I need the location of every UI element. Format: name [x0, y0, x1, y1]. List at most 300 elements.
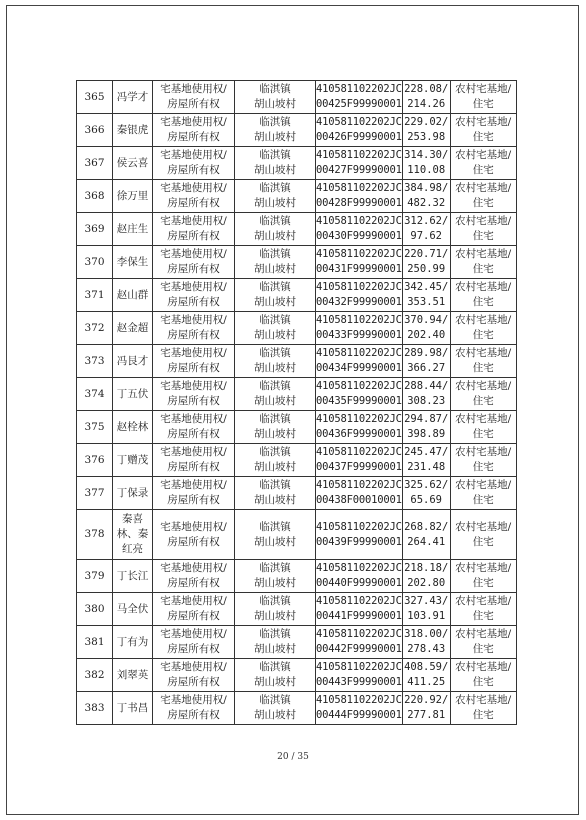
area-line: 353.51 [407, 296, 446, 308]
record-number-cell: 374 [77, 378, 113, 411]
right-type-cell [153, 626, 235, 659]
area-cell [402, 180, 450, 213]
land-use-line: 住宅 [472, 494, 494, 506]
land-use-line: 住宅 [472, 263, 494, 275]
unit-code-line: 410581102202JC [316, 281, 402, 293]
land-use-line: 住宅 [472, 428, 494, 440]
right-type-cell [153, 444, 235, 477]
location-cell [235, 114, 316, 147]
location-line: 临淇镇 [259, 628, 291, 640]
table-row [77, 213, 517, 246]
area-cell [402, 279, 450, 312]
area-line: 264.41 [407, 535, 446, 548]
unit-code-line: 00438F00010001 [316, 494, 402, 506]
area-line: 103.91 [407, 610, 446, 622]
record-number-cell: 377 [77, 477, 113, 510]
right-type-line: 宅基地使用权/ [160, 562, 227, 574]
location-cell [235, 81, 316, 114]
land-use-line: 农村宅基地/ [455, 314, 512, 326]
location-cell [235, 626, 316, 659]
land-use-cell [450, 659, 516, 692]
area-cell [402, 345, 450, 378]
location-line: 临淇镇 [259, 281, 291, 293]
unit-code-line: 00432F99990001 [316, 296, 402, 308]
land-use-line: 农村宅基地/ [455, 380, 512, 392]
area-cell [402, 411, 450, 444]
land-use-line: 农村宅基地/ [455, 215, 512, 227]
holder-name-cell [113, 213, 153, 246]
land-use-cell [450, 213, 516, 246]
land-use-line: 农村宅基地/ [455, 347, 512, 359]
right-type-line: 房屋所有权 [167, 197, 220, 209]
land-use-line: 农村宅基地/ [455, 562, 512, 574]
land-use-line: 住宅 [472, 329, 494, 341]
right-type-cell [153, 411, 235, 444]
holder-name-cell [113, 411, 153, 444]
unit-code-cell [316, 114, 403, 147]
area-line: 268.82/ [404, 520, 449, 533]
holder-name-cell [113, 692, 153, 725]
land-use-cell [450, 279, 516, 312]
table-row [77, 593, 517, 626]
area-line: 325.62/ [404, 479, 449, 491]
location-line: 胡山坡村 [254, 230, 296, 242]
area-line: 370.94/ [404, 314, 449, 326]
right-type-line: 房屋所有权 [167, 329, 220, 341]
record-number-cell: 371 [77, 279, 113, 312]
land-use-line: 住宅 [472, 164, 494, 176]
unit-code-line: 00434F99990001 [316, 362, 402, 374]
unit-code-line: 410581102202JC [316, 694, 402, 706]
area-line: 314.30/ [404, 149, 449, 161]
land-use-cell [450, 593, 516, 626]
table-row [77, 279, 517, 312]
table-row [77, 246, 517, 279]
registry-table [76, 80, 517, 725]
unit-code-line: 410581102202JC [316, 347, 402, 359]
holder-name-line: 马全伏 [116, 602, 149, 615]
record-number-cell: 369 [77, 213, 113, 246]
unit-code-line: 410581102202JC [316, 83, 402, 95]
record-number-cell: 366 [77, 114, 113, 147]
land-use-line: 住宅 [472, 296, 494, 308]
area-line: 312.62/ [404, 215, 449, 227]
right-type-line: 房屋所有权 [167, 428, 220, 440]
location-line: 临淇镇 [259, 347, 291, 359]
right-type-line: 宅基地使用权/ [160, 380, 227, 392]
unit-code-line: 00440F99990001 [316, 577, 402, 589]
table-row [77, 378, 517, 411]
land-use-cell [450, 692, 516, 725]
location-cell [235, 560, 316, 593]
area-line: 366.27 [407, 362, 446, 374]
unit-code-cell [316, 659, 403, 692]
holder-name-line: 丁赠茂 [116, 453, 149, 466]
area-line: 482.32 [407, 197, 446, 209]
unit-code-line: 410581102202JC [316, 661, 402, 673]
unit-code-line: 410581102202JC [316, 380, 402, 392]
table-row [77, 114, 517, 147]
right-type-line: 房屋所有权 [167, 131, 220, 143]
unit-code-line: 410581102202JC [316, 182, 402, 194]
table-row [77, 411, 517, 444]
land-use-cell [450, 510, 516, 560]
area-line: 411.25 [407, 676, 446, 688]
land-use-cell [450, 147, 516, 180]
land-use-line: 住宅 [472, 709, 494, 721]
holder-name-line: 丁保录 [116, 486, 149, 499]
land-use-line: 农村宅基地/ [455, 520, 512, 533]
unit-code-cell [316, 279, 403, 312]
area-cell [402, 593, 450, 626]
unit-code-cell [316, 81, 403, 114]
location-line: 临淇镇 [259, 116, 291, 128]
location-line: 胡山坡村 [254, 428, 296, 440]
holder-name-cell [113, 81, 153, 114]
holder-name-line: 侯云喜 [116, 156, 149, 169]
area-cell [402, 378, 450, 411]
right-type-cell [153, 345, 235, 378]
holder-name-cell [113, 560, 153, 593]
location-line: 胡山坡村 [254, 197, 296, 209]
location-cell [235, 510, 316, 560]
area-line: 342.45/ [404, 281, 449, 293]
holder-name-line: 徐万里 [116, 189, 149, 202]
area-cell [402, 312, 450, 345]
record-number-cell: 365 [77, 81, 113, 114]
unit-code-line: 00431F99990001 [316, 263, 402, 275]
land-use-cell [450, 444, 516, 477]
location-line: 临淇镇 [259, 314, 291, 326]
area-cell [402, 692, 450, 725]
right-type-line: 宅基地使用权/ [160, 281, 227, 293]
holder-name-cell [113, 279, 153, 312]
holder-name-line: 赵栓林 [116, 420, 149, 433]
location-line: 胡山坡村 [254, 98, 296, 110]
location-cell [235, 279, 316, 312]
area-line: 231.48 [407, 461, 446, 473]
holder-name-cell [113, 180, 153, 213]
location-line: 胡山坡村 [254, 164, 296, 176]
land-use-cell [450, 411, 516, 444]
area-line: 202.80 [407, 577, 446, 589]
table-row [77, 626, 517, 659]
page-number: 20 / 35 [277, 752, 309, 762]
holder-name-line: 赵山群 [116, 288, 149, 301]
area-line: 384.98/ [404, 182, 449, 194]
unit-code-cell [316, 692, 403, 725]
right-type-cell [153, 246, 235, 279]
location-cell [235, 477, 316, 510]
location-line: 临淇镇 [259, 694, 291, 706]
location-line: 胡山坡村 [254, 577, 296, 589]
unit-code-cell [316, 246, 403, 279]
right-type-cell [153, 147, 235, 180]
unit-code-line: 00444F99990001 [316, 709, 402, 721]
land-use-cell [450, 312, 516, 345]
right-type-cell [153, 312, 235, 345]
land-use-cell [450, 378, 516, 411]
area-cell [402, 477, 450, 510]
location-line: 胡山坡村 [254, 610, 296, 622]
land-use-line: 住宅 [472, 535, 494, 548]
holder-name-line: 丁有为 [116, 635, 149, 648]
unit-code-line: 00427F99990001 [316, 164, 402, 176]
location-line: 胡山坡村 [254, 676, 296, 688]
holder-name-line: 冯艮才 [116, 354, 149, 367]
right-type-cell [153, 593, 235, 626]
land-use-line: 农村宅基地/ [455, 595, 512, 607]
unit-code-line: 410581102202JC [316, 116, 402, 128]
location-line: 胡山坡村 [254, 643, 296, 655]
land-use-line: 住宅 [472, 197, 494, 209]
area-line: 228.08/ [404, 83, 449, 95]
location-line: 临淇镇 [259, 380, 291, 392]
right-type-cell [153, 378, 235, 411]
location-line: 临淇镇 [259, 248, 291, 260]
unit-code-cell [316, 411, 403, 444]
holder-name-cell [113, 114, 153, 147]
record-number-cell: 380 [77, 593, 113, 626]
unit-code-line: 00443F99990001 [316, 676, 402, 688]
right-type-line: 房屋所有权 [167, 164, 220, 176]
right-type-cell [153, 81, 235, 114]
location-line: 临淇镇 [259, 413, 291, 425]
location-cell [235, 312, 316, 345]
holder-name-cell [113, 246, 153, 279]
right-type-cell [153, 477, 235, 510]
area-line: 250.99 [407, 263, 446, 275]
right-type-line: 宅基地使用权/ [160, 595, 227, 607]
right-type-cell [153, 560, 235, 593]
table-row [77, 345, 517, 378]
right-type-line: 房屋所有权 [167, 709, 220, 721]
unit-code-cell [316, 180, 403, 213]
unit-code-line: 410581102202JC [316, 520, 402, 533]
land-use-line: 农村宅基地/ [455, 413, 512, 425]
land-use-line: 住宅 [472, 131, 494, 143]
unit-code-line: 410581102202JC [316, 215, 402, 227]
registry-table-body [77, 81, 517, 725]
area-line: 220.92/ [404, 694, 449, 706]
right-type-line: 宅基地使用权/ [160, 314, 227, 326]
land-use-line: 农村宅基地/ [455, 628, 512, 640]
land-use-line: 住宅 [472, 610, 494, 622]
area-cell [402, 147, 450, 180]
record-number-cell: 372 [77, 312, 113, 345]
table-row [77, 444, 517, 477]
area-line: 398.89 [407, 428, 446, 440]
unit-code-line: 00436F99990001 [316, 428, 402, 440]
unit-code-line: 00437F99990001 [316, 461, 402, 473]
right-type-line: 房屋所有权 [167, 643, 220, 655]
location-line: 胡山坡村 [254, 131, 296, 143]
area-cell [402, 444, 450, 477]
unit-code-line: 00426F99990001 [316, 131, 402, 143]
right-type-line: 房屋所有权 [167, 494, 220, 506]
right-type-cell [153, 279, 235, 312]
area-cell [402, 626, 450, 659]
right-type-line: 房屋所有权 [167, 230, 220, 242]
land-use-cell [450, 626, 516, 659]
area-line: 65.69 [410, 494, 442, 506]
area-cell [402, 510, 450, 560]
table-row [77, 477, 517, 510]
area-line: 214.26 [407, 98, 446, 110]
location-line: 临淇镇 [259, 446, 291, 458]
unit-code-line: 00441F99990001 [316, 610, 402, 622]
table-row [77, 81, 517, 114]
location-line: 临淇镇 [259, 661, 291, 673]
area-line: 202.40 [407, 329, 446, 341]
area-cell [402, 560, 450, 593]
right-type-line: 宅基地使用权/ [160, 446, 227, 458]
location-line: 临淇镇 [259, 83, 291, 95]
unit-code-cell [316, 147, 403, 180]
location-line: 胡山坡村 [254, 395, 296, 407]
holder-name-line: 丁书昌 [116, 701, 149, 714]
land-use-cell [450, 560, 516, 593]
location-cell [235, 345, 316, 378]
location-cell [235, 593, 316, 626]
record-number-cell: 373 [77, 345, 113, 378]
right-type-line: 房屋所有权 [167, 263, 220, 275]
holder-name-line: 冯学才 [116, 90, 149, 103]
unit-code-line: 410581102202JC [316, 149, 402, 161]
right-type-line: 房屋所有权 [167, 577, 220, 589]
unit-code-cell [316, 510, 403, 560]
location-line: 胡山坡村 [254, 296, 296, 308]
holder-name-line: 赵金超 [116, 321, 149, 334]
land-use-line: 农村宅基地/ [455, 446, 512, 458]
area-line: 245.47/ [404, 446, 449, 458]
area-line: 288.44/ [404, 380, 449, 392]
holder-name-cell [113, 378, 153, 411]
unit-code-line: 410581102202JC [316, 248, 402, 260]
record-number-cell: 378 [77, 510, 113, 560]
holder-name-cell [113, 659, 153, 692]
unit-code-line: 00430F99990001 [316, 230, 402, 242]
location-line: 胡山坡村 [254, 709, 296, 721]
land-use-line: 住宅 [472, 643, 494, 655]
land-use-cell [450, 81, 516, 114]
holder-name-cell [113, 626, 153, 659]
location-line: 临淇镇 [259, 520, 291, 533]
location-cell [235, 246, 316, 279]
unit-code-line: 00428F99990001 [316, 197, 402, 209]
holder-name-line: 秦喜 [122, 513, 143, 525]
area-line: 289.98/ [404, 347, 449, 359]
right-type-line: 房屋所有权 [167, 610, 220, 622]
right-type-line: 宅基地使用权/ [160, 661, 227, 673]
area-cell [402, 114, 450, 147]
right-type-cell [153, 692, 235, 725]
location-cell [235, 213, 316, 246]
right-type-line: 宅基地使用权/ [160, 479, 227, 491]
record-number-cell: 379 [77, 560, 113, 593]
record-number-cell: 368 [77, 180, 113, 213]
location-line: 临淇镇 [259, 562, 291, 574]
right-type-line: 宅基地使用权/ [160, 347, 227, 359]
record-number-cell: 376 [77, 444, 113, 477]
land-use-line: 农村宅基地/ [455, 281, 512, 293]
location-line: 胡山坡村 [254, 494, 296, 506]
holder-name-line: 丁长江 [116, 569, 149, 582]
unit-code-line: 410581102202JC [316, 595, 402, 607]
right-type-cell [153, 510, 235, 560]
holder-name-cell [113, 147, 153, 180]
location-cell [235, 411, 316, 444]
area-line: 253.98 [407, 131, 446, 143]
area-line: 408.59/ [404, 661, 449, 673]
location-line: 临淇镇 [259, 595, 291, 607]
land-use-line: 农村宅基地/ [455, 116, 512, 128]
holder-name-line: 秦银虎 [116, 123, 149, 136]
area-line: 220.71/ [404, 248, 449, 260]
holder-name-cell [113, 345, 153, 378]
unit-code-cell [316, 593, 403, 626]
holder-name-cell [113, 593, 153, 626]
right-type-line: 宅基地使用权/ [160, 413, 227, 425]
location-line: 临淇镇 [259, 215, 291, 227]
area-line: 110.08 [407, 164, 446, 176]
unit-code-line: 00442F99990001 [316, 643, 402, 655]
location-line: 临淇镇 [259, 149, 291, 161]
location-line: 胡山坡村 [254, 535, 296, 548]
unit-code-line: 410581102202JC [316, 628, 402, 640]
area-line: 327.43/ [404, 595, 449, 607]
land-use-line: 农村宅基地/ [455, 248, 512, 260]
right-type-cell [153, 180, 235, 213]
location-line: 临淇镇 [259, 182, 291, 194]
table-row [77, 312, 517, 345]
area-cell [402, 213, 450, 246]
location-cell [235, 692, 316, 725]
holder-name-line: 丁五伏 [116, 387, 149, 400]
right-type-line: 房屋所有权 [167, 98, 220, 110]
table-row [77, 180, 517, 213]
holder-name-line: 李保生 [116, 255, 149, 268]
land-use-line: 住宅 [472, 577, 494, 589]
unit-code-line: 00435F99990001 [316, 395, 402, 407]
record-number-cell: 382 [77, 659, 113, 692]
location-cell [235, 180, 316, 213]
table-row [77, 560, 517, 593]
right-type-line: 房屋所有权 [167, 676, 220, 688]
right-type-line: 房屋所有权 [167, 395, 220, 407]
land-use-line: 住宅 [472, 676, 494, 688]
land-use-line: 农村宅基地/ [455, 83, 512, 95]
holder-name-line: 林、秦 [116, 528, 149, 540]
table-row [77, 147, 517, 180]
right-type-line: 宅基地使用权/ [160, 182, 227, 194]
area-line: 308.23 [407, 395, 446, 407]
land-use-line: 农村宅基地/ [455, 149, 512, 161]
table-row [77, 510, 517, 560]
land-use-line: 住宅 [472, 230, 494, 242]
table-row [77, 692, 517, 725]
table-row [77, 659, 517, 692]
right-type-line: 房屋所有权 [167, 362, 220, 374]
record-number-cell: 383 [77, 692, 113, 725]
unit-code-line: 410581102202JC [316, 446, 402, 458]
unit-code-line: 410581102202JC [316, 562, 402, 574]
unit-code-line: 00425F99990001 [316, 98, 402, 110]
area-line: 294.87/ [404, 413, 449, 425]
area-line: 218.18/ [404, 562, 449, 574]
unit-code-line: 00433F99990001 [316, 329, 402, 341]
area-line: 97.62 [410, 230, 442, 242]
